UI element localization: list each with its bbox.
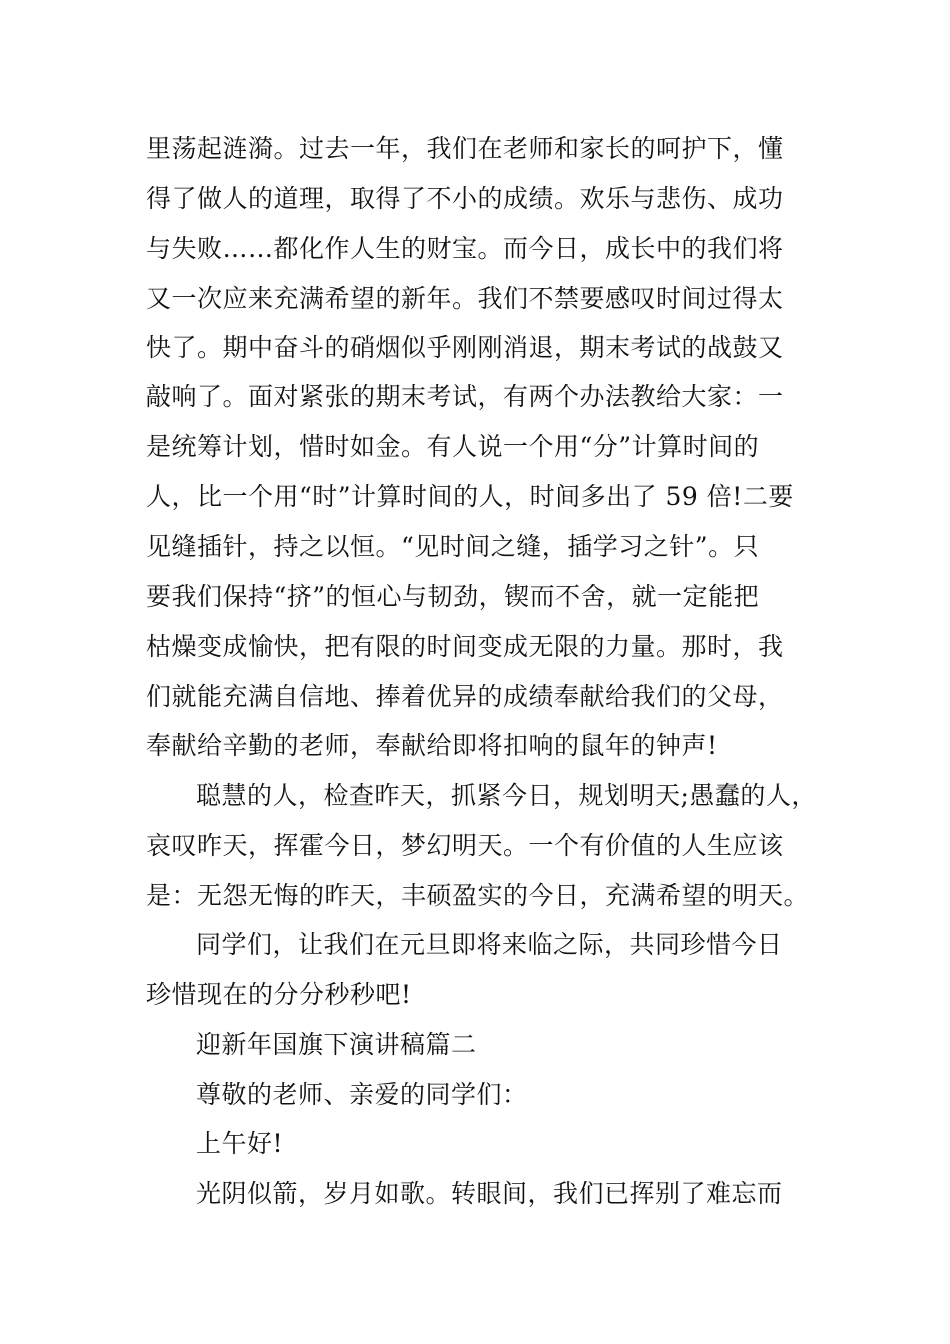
paragraph-1-line-8: 人，比一个用“时”计算时间的人，时间多出了 59 倍!二要 xyxy=(146,482,794,511)
paragraph-1-line-4: 又一次应来充满希望的新年。我们不禁要感叹时间过得太 xyxy=(146,284,784,313)
paragraph-1-line-3: 与失败……都化作人生的财宝。而今日，成长中的我们将 xyxy=(146,234,784,263)
paragraph-2-line-1: 聪慧的人，检查昨天，抓紧今日，规划明天;愚蠢的人， xyxy=(196,781,817,810)
section-title: 迎新年国旗下演讲稿篇二 xyxy=(196,1030,477,1059)
paragraph-2-line-2: 哀叹昨天，挥霍今日，梦幻明天。一个有价值的人生应该 xyxy=(146,831,784,860)
paragraph-1-line-5: 快了。期中奋斗的硝烟似乎刚刚消退，期末考试的战鼓又 xyxy=(146,333,784,362)
salutation: 尊敬的老师、亲爱的同学们： xyxy=(196,1080,528,1109)
paragraph-1-line-1: 里荡起涟漪。过去一年，我们在老师和家长的呵护下，懂 xyxy=(146,134,784,163)
paragraph-3-line-2: 珍惜现在的分分秒秒吧! xyxy=(146,980,412,1009)
paragraph-1-line-10: 要我们保持“挤”的恒心与韧劲，锲而不舍，就一定能把 xyxy=(146,582,760,611)
paragraph-1-line-9: 见缝插针，持之以恒。“见时间之缝，插学习之针”。只 xyxy=(146,532,760,561)
paragraph-1-line-12: 们就能充满自信地、捧着优异的成绩奉献给我们的父母， xyxy=(146,682,784,711)
paragraph-1-line-6: 敲响了。面对紧张的期末考试，有两个办法教给大家：一 xyxy=(146,382,784,411)
paragraph-4-line-1: 光阴似箭，岁月如歌。转眼间，我们已挥别了难忘而 xyxy=(196,1179,783,1208)
paragraph-1-line-2: 得了做人的道理，取得了不小的成绩。欢乐与悲伤、成功 xyxy=(146,184,784,213)
paragraph-3-line-1: 同学们，让我们在元旦即将来临之际，共同珍惜今日 xyxy=(196,930,783,959)
paragraph-1-line-11: 枯燥变成愉快，把有限的时间变成无限的力量。那时，我 xyxy=(146,632,784,661)
paragraph-2-line-3: 是：无怨无悔的昨天，丰硕盈实的今日，充满希望的明天。 xyxy=(146,881,810,910)
paragraph-1-line-7: 是统筹计划，惜时如金。有人说一个用“分”计算时间的 xyxy=(146,432,760,461)
greeting: 上午好! xyxy=(196,1129,284,1158)
paragraph-1-line-13: 奉献给辛勤的老师，奉献给即将扣响的鼠年的钟声! xyxy=(146,731,718,760)
